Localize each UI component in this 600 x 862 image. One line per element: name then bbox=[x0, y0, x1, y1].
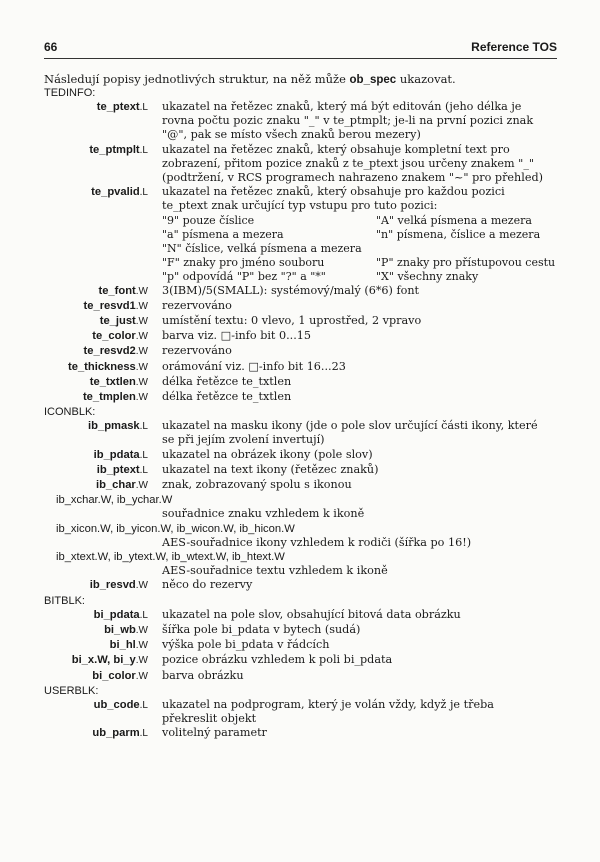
field-te-font bbox=[44, 284, 564, 299]
code-right: "X" všechny znaky bbox=[376, 269, 479, 283]
field-ib-xychar: ib_xchar.W, ib_ychar.W bbox=[56, 494, 173, 507]
field-type: .L bbox=[139, 464, 148, 476]
code-right: "A" velká písmena a mezera bbox=[376, 213, 532, 227]
field-bi-hl bbox=[44, 638, 564, 653]
field-type: .W bbox=[135, 316, 148, 328]
field-description: délka řetězce te_txtlen bbox=[162, 374, 292, 388]
code-row bbox=[162, 228, 564, 242]
field-type: .W bbox=[135, 640, 148, 652]
field-type: .L bbox=[139, 187, 148, 199]
page-header bbox=[44, 36, 557, 59]
field-description: rezervováno bbox=[162, 344, 232, 358]
field-name: te_pvalid bbox=[91, 186, 140, 199]
field-ub-parm bbox=[44, 726, 564, 741]
field-description: ukazatel na řetězec znaků, který obsahuje pro každou pozici te_ptext znak určující typ vstupu pro tuto pozici: bbox=[162, 185, 509, 213]
section-label-tedinfo: TEDINFO: bbox=[44, 87, 96, 99]
code-left: "F" znaky pro jméno souboru bbox=[162, 255, 325, 269]
field-type: .W bbox=[135, 285, 148, 297]
field-type: .L bbox=[139, 609, 148, 621]
field-te-color bbox=[44, 329, 564, 344]
field-type: .W bbox=[135, 480, 148, 492]
field-name: te_thickness bbox=[68, 360, 136, 373]
field-name: ib_pmask bbox=[88, 420, 140, 433]
field-ib-pmask bbox=[44, 419, 564, 447]
field-name: bi_hl bbox=[109, 639, 136, 652]
code-left: "9" pouze číslice bbox=[162, 213, 255, 227]
field-type: .W bbox=[135, 624, 148, 636]
field-type: .W bbox=[135, 655, 148, 667]
field-description: barva viz. □-info bit 0...15 bbox=[162, 329, 312, 343]
field-name: te_ptmplt bbox=[89, 143, 140, 156]
field-type: .W bbox=[135, 346, 148, 358]
structure-descriptions bbox=[44, 86, 564, 741]
field-description: ukazatel na text ikony (řetězec znaků) bbox=[162, 462, 379, 476]
field-bi-color bbox=[44, 669, 564, 684]
running-title: Reference TOS bbox=[471, 40, 557, 54]
field-description: ukazatel na masku ikony (jde o pole slov určující části ikony, které se při jejím zvolení invertují) bbox=[162, 419, 542, 447]
field-name: ub_parm bbox=[92, 727, 140, 740]
field-description: rezervováno bbox=[162, 298, 232, 312]
field-bi-xy bbox=[44, 653, 564, 668]
intro-text-before: Následují popisy jednotlivých struktur, na něž může bbox=[44, 72, 350, 86]
field-type: .L bbox=[139, 102, 148, 113]
field-name: ib_ptext bbox=[96, 463, 140, 476]
code-left: "a" písmena a mezera bbox=[162, 227, 284, 241]
field-type: .L bbox=[139, 699, 148, 711]
field-bi-pdata bbox=[44, 608, 564, 623]
field-te-resvd1 bbox=[44, 299, 564, 314]
field-bi-wb bbox=[44, 623, 564, 638]
field-te-resvd2 bbox=[44, 344, 564, 359]
field-te-pvalid bbox=[44, 185, 564, 213]
field-type: .W bbox=[135, 670, 148, 682]
field-type: .L bbox=[139, 449, 148, 461]
field-description: ukazatel na obrázek ikony (pole slov) bbox=[162, 447, 373, 461]
field-description: orámování viz. □-info bit 16...23 bbox=[162, 359, 346, 373]
field-description: 3(IBM)/5(SMALL): systémový/malý (6*6) font bbox=[162, 283, 420, 297]
field-type: .W bbox=[135, 361, 148, 373]
code-row bbox=[162, 214, 564, 228]
field-type: .L bbox=[139, 144, 148, 156]
field-description: pozice obrázku vzhledem k poli bi_pdata bbox=[162, 653, 393, 667]
field-type: .W bbox=[135, 300, 148, 312]
code-row bbox=[162, 242, 564, 256]
field-name: ub_code bbox=[93, 698, 140, 711]
field-description: AES-souřadnice textu vzhledem k ikoně bbox=[162, 564, 388, 578]
field-name: te_txtlen bbox=[89, 375, 136, 388]
field-te-txtlen bbox=[44, 375, 564, 390]
code-right: "P" znaky pro přístupovou cestu bbox=[376, 255, 556, 269]
section-label-iconblk: ICONBLK: bbox=[44, 406, 96, 419]
field-ib-ptext bbox=[44, 463, 564, 478]
field-description: znak, zobrazovaný spolu s ikonou bbox=[162, 478, 352, 492]
intro-text-after: ukazovat. bbox=[396, 72, 456, 86]
code-row bbox=[162, 256, 564, 270]
validation-codes bbox=[162, 214, 564, 284]
field-description: délka řetězce te_txtlen bbox=[162, 390, 292, 404]
field-name: ib_pdata bbox=[93, 448, 140, 461]
field-name: bi_x.W, bi_y bbox=[71, 654, 136, 667]
page-number: 66 bbox=[44, 40, 58, 54]
code-right: "n" písmena, číslice a mezera bbox=[376, 227, 541, 241]
field-name: bi_pdata bbox=[93, 608, 140, 621]
field-te-ptmplt bbox=[44, 143, 564, 186]
field-type: .W bbox=[135, 331, 148, 343]
field-type: .W bbox=[135, 392, 148, 404]
field-description: výška pole bi_pdata v řádcích bbox=[162, 638, 330, 652]
field-name: ib_char bbox=[95, 479, 136, 492]
field-description: ukazatel na řetězec znaků, který obsahuje kompletní text pro zobrazení, přitom pozice znaků z te_ptext jsou určeny znakem "_" (podtržení, v RCS programech nahrazeno znakem "~" pro přehled) bbox=[162, 142, 543, 185]
field-type: .W bbox=[135, 580, 148, 592]
field-type: .W bbox=[135, 376, 148, 388]
field-ib-xyicon: ib_xicon.W, ib_yicon.W, ib_wicon.W, ib_hicon.W bbox=[56, 522, 295, 535]
field-te-tmplen bbox=[44, 390, 564, 405]
field-name: te_ptext bbox=[96, 101, 140, 113]
field-description: volitelný parametr bbox=[162, 726, 267, 740]
field-description: ukazatel na pole slov, obsahující bitová data obrázku bbox=[162, 607, 461, 621]
field-name: te_just bbox=[99, 315, 136, 328]
field-name: te_tmplen bbox=[82, 391, 136, 404]
field-name: te_font bbox=[98, 284, 136, 297]
field-description: umístění textu: 0 vlevo, 1 uprostřed, 2 vpravo bbox=[162, 314, 422, 328]
field-description: souřadnice znaku vzhledem k ikoně bbox=[162, 507, 365, 521]
field-ub-code bbox=[44, 698, 564, 726]
field-name: bi_color bbox=[92, 669, 136, 682]
field-description: šířka pole bi_pdata v bytech (sudá) bbox=[162, 622, 361, 636]
field-description: ukazatel na podprogram, který je volán vždy, když je třeba překreslit objekt bbox=[162, 697, 498, 725]
field-name: ib_resvd bbox=[89, 579, 136, 592]
section-label-bitblk: BITBLK: bbox=[44, 594, 85, 607]
section-label-userblk: USERBLK: bbox=[44, 684, 99, 697]
field-description: barva obrázku bbox=[162, 668, 244, 682]
field-description: ukazatel na řetězec znaků, který má být editován (jeho délka je rovna počtu pozic znaku "_" v te_ptmplt; je-li na první pozici znak "@", pak se místo všech znaků berou mezery) bbox=[162, 100, 537, 142]
code-row bbox=[162, 270, 564, 284]
code-left: "p" odpovídá "P" bez "?" a "*" bbox=[162, 269, 326, 283]
field-ib-pdata bbox=[44, 448, 564, 463]
field-name: te_resvd2 bbox=[83, 345, 136, 358]
code-left: "N" číslice, velká písmena a mezera bbox=[162, 241, 362, 255]
field-name: te_resvd1 bbox=[83, 299, 136, 312]
field-type: .L bbox=[139, 728, 148, 740]
field-type: .L bbox=[139, 421, 148, 433]
field-ib-xytext: ib_xtext.W, ib_ytext.W, ib_wtext.W, ib_htext.W bbox=[56, 551, 285, 564]
field-ib-resvd bbox=[44, 578, 564, 593]
field-te-thickness bbox=[44, 360, 564, 375]
field-te-ptext bbox=[44, 100, 564, 143]
field-description: AES-souřadnice ikony vzhledem k rodiči (šířka po 16!) bbox=[162, 535, 472, 549]
intro-keyword: ob_spec bbox=[349, 74, 397, 86]
field-te-just bbox=[44, 314, 564, 329]
field-ib-char bbox=[44, 478, 564, 493]
field-name: bi_wb bbox=[104, 623, 136, 636]
intro-sentence bbox=[44, 72, 456, 86]
field-name: te_color bbox=[92, 330, 136, 343]
field-description: něco do rezervy bbox=[162, 578, 253, 592]
